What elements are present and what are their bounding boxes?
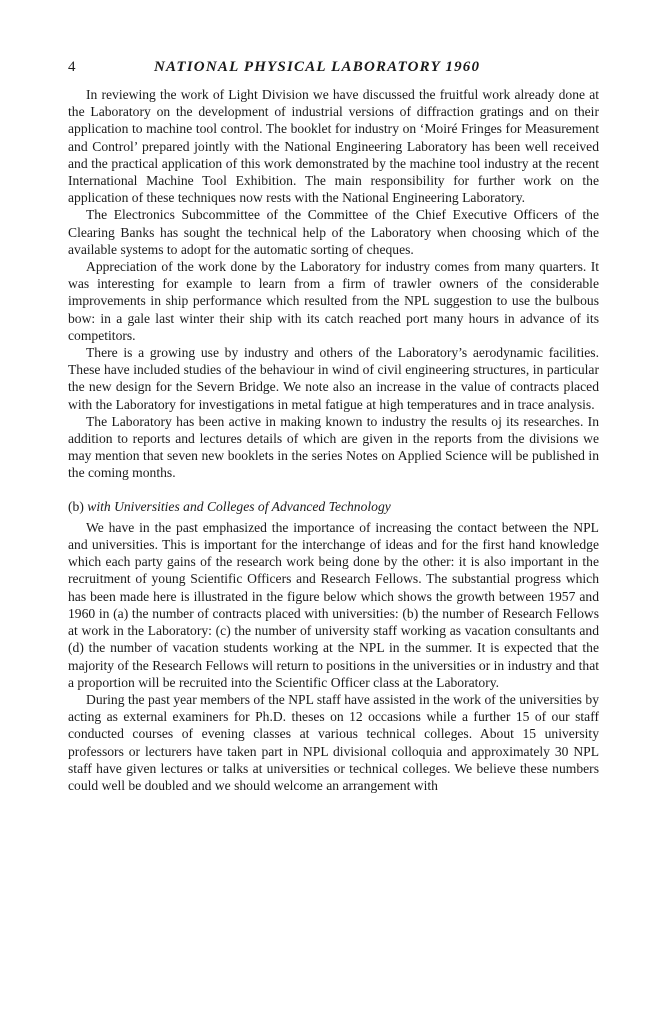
paragraph-university-contact: We have in the past emphasized the importance of increasing the contact between the NPL and universities. This is important for the interchange of ideas and for the first hand knowledge which each party gains of the research work being done by the other: it is also important in the recruitment of young Scientific Officers and Research Fellows. The substantial progress which has been made here is illustrated in the figure below which shows the growth between 1957 and 1960 in (a) the number of contracts placed with universities: (b) the number of Research Fellows at work in the Laboratory: (c) the number of university staff working as vacation consultants and (d) the number of vacation students working at the NPL in the summer. It is expected that the majority of the Research Fellows will return to positions in the universities or in industry and that a proportion will be recruited into the Scientific Officer class at the Laboratory. <box>68 519 599 690</box>
paragraph-aerodynamic-facilities: There is a growing use by industry and others of the Laboratory’s aerodynamic facilities. These have included studies of the behaviour in wind of civil engineering structures, in particular the new design for the Severn Bridge. We note also an increase in the value of contracts placed with the Laboratory for investigations in metal fatigue at high temperatures and in trace analysis. <box>68 345 599 412</box>
section-heading-universities <box>68 498 599 515</box>
paragraph-staff-assistance: During the past year members of the NPL staff have assisted in the work of the universities by acting as external examiners for Ph.D. theses on 12 occasions while a further 15 of our staff conducted courses of evening classes at various technical colleges. About 15 university professors or lecturers have taken part in NPL divisional colloquia and approximately 30 NPL staff have given lectures or talks at universities or technical colleges. We believe these numbers could well be doubled and we should welcome an arrangement with <box>68 691 599 793</box>
running-title: NATIONAL PHYSICAL LABORATORY 1960 <box>154 59 481 75</box>
paragraph-light-division: In reviewing the work of Light Division we have discussed the fruitful work already done at the Laboratory on the development of industrial versions of diffraction gratings and on their application to machine tool control. The booklet for industry on ‘Moiré Fringes for Measurement and Control’ prepared jointly with the National Engineering Laboratory has been well received and the practical application of this work demonstrated by the machine tool industry at the recent International Machine Tool Exhibition. The main responsibility for further work on the application of these techniques now rests with the National Engineering Laboratory. <box>68 87 599 206</box>
paragraph-clearing-banks: The Electronics Subcommittee of the Committee of the Chief Executive Officers of the Clearing Banks has sought the technical help of the Laboratory when choosing which of the available systems to adopt for the automatic sorting of cheques. <box>68 207 599 257</box>
section-title: with Universities and Colleges of Advanced Technology <box>87 498 391 514</box>
body-text <box>68 86 599 794</box>
paragraph-industry-appreciation: Appreciation of the work done by the Laboratory for industry comes from many quarters. It was interesting for example to learn from a firm of trawler owners of the considerable improvements in ship performance which resulted from the NPL suggestion to use the bulbous bow: in a gale last winter their ship with its catch reached port many hours in advance of its competitors. <box>68 259 599 343</box>
running-header <box>68 56 599 78</box>
page-number: 4 <box>68 59 76 75</box>
paragraph-publications: The Laboratory has been active in making known to industry the results oj its researches. In addition to reports and lectures details of which are given in the reports from the divisions we may mention that seven new booklets in the series Notes on Applied Science will be published in the coming months. <box>68 413 599 481</box>
section-label: (b) <box>68 498 88 514</box>
